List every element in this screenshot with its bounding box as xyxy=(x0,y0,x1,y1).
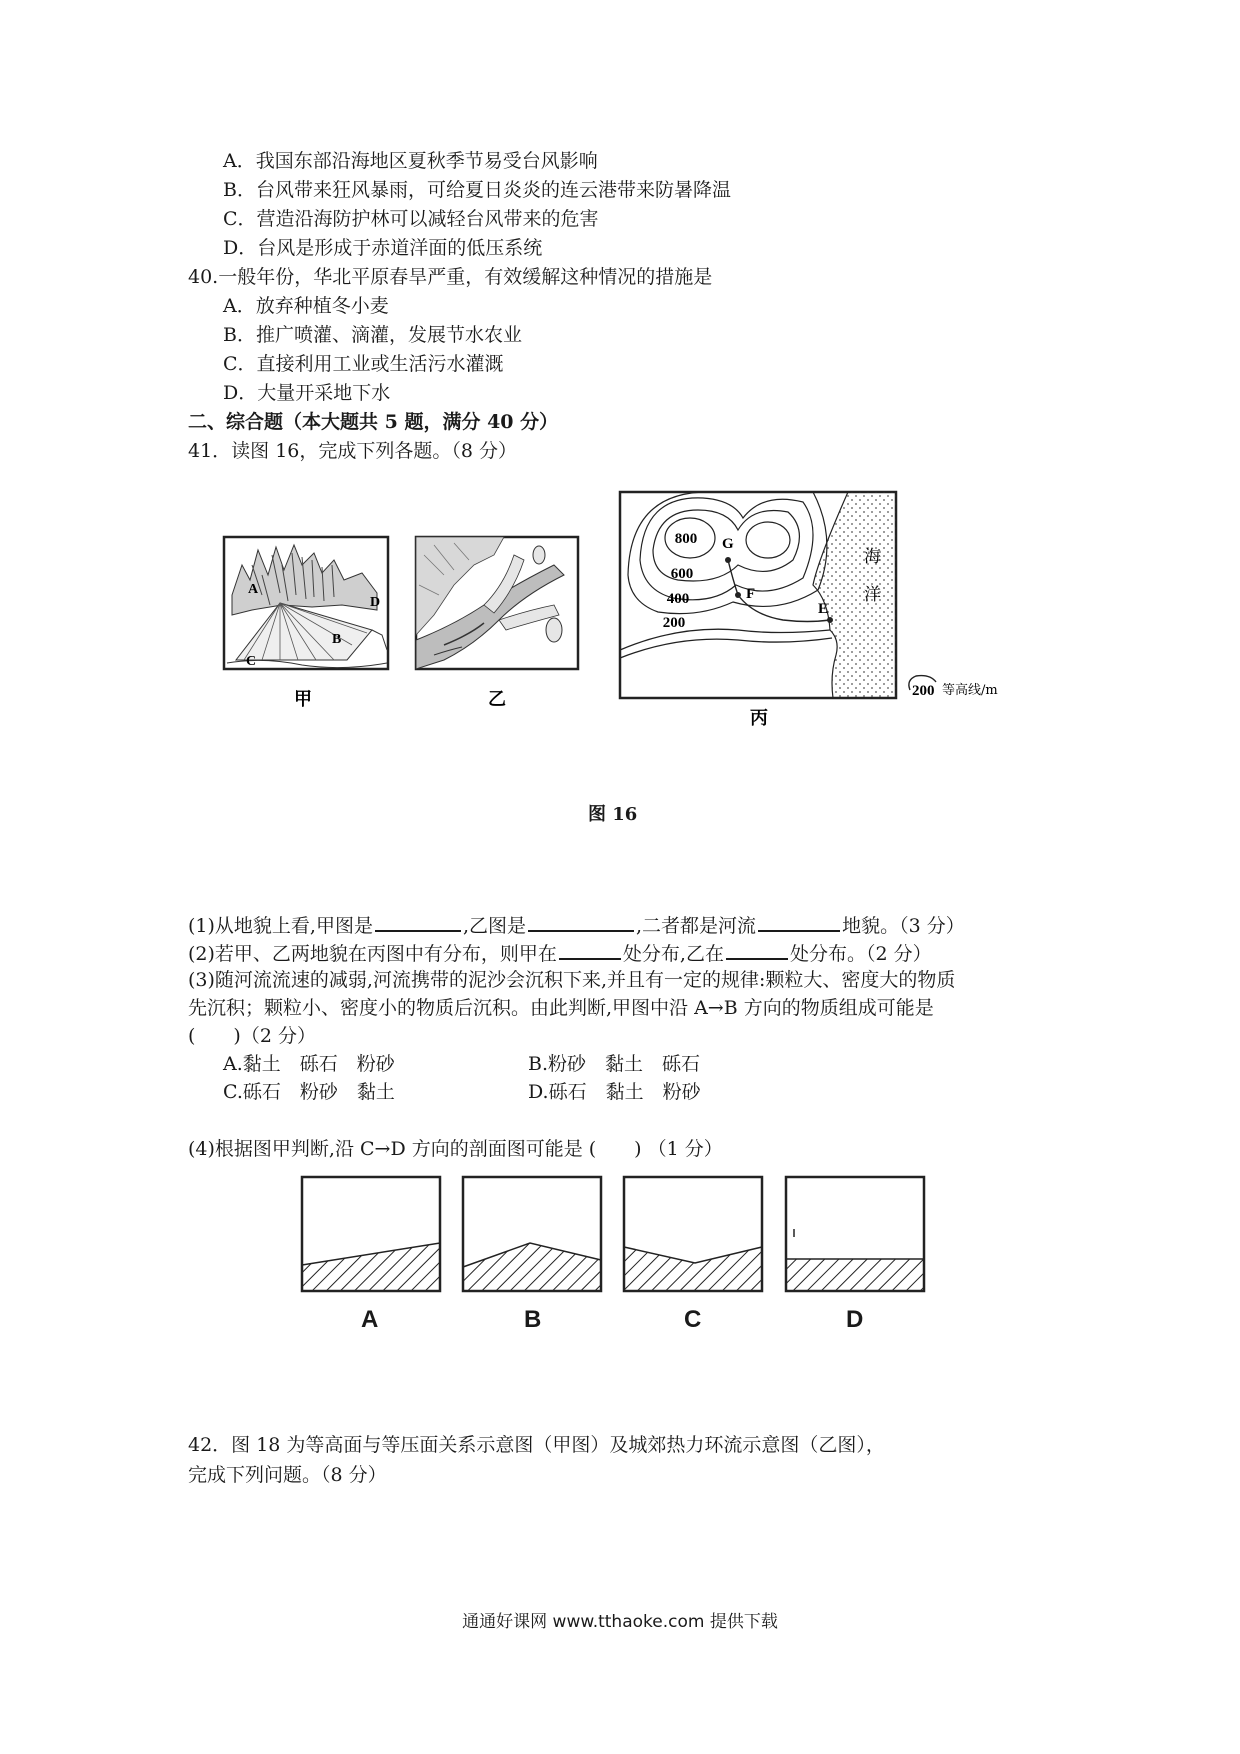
jia-point-c: C xyxy=(246,654,257,669)
q42-line1: 42．图 18 为等高面与等压面关系示意图（甲图）及城郊热力环流示意图（乙图）， xyxy=(188,1434,885,1456)
contour-800: 800 xyxy=(674,531,698,547)
answer-blank-5[interactable] xyxy=(726,940,788,960)
q41-part3-option-a: A.黏土 砾石 粉砂 xyxy=(223,1053,395,1075)
q42-line2: 完成下列问题。（8 分） xyxy=(188,1464,387,1486)
q41-part3-line3: ( )（2 分） xyxy=(188,1025,316,1047)
profile-label-b: B xyxy=(524,1306,542,1333)
q41-part1 xyxy=(188,912,965,939)
jia-point-d: D xyxy=(370,595,381,610)
figure-jia xyxy=(222,535,392,713)
q41-part3-line2: 先沉积；颗粒小、密度小的物质后沉积。由此判断,甲图中沿 A→B 方向的物质组成可能是 xyxy=(188,997,934,1019)
q41-stem: 41．读图 16，完成下列各题。（8 分） xyxy=(188,440,518,462)
figure-yi xyxy=(414,535,584,713)
q40-option-b: B．推广喷灌、滴灌，发展节水农业 xyxy=(223,324,522,346)
q41-part3-option-c: C.砾石 粉砂 黏土 xyxy=(223,1081,395,1103)
figure-caption: 图 16 xyxy=(588,804,638,825)
legend-text: 等高线/m xyxy=(942,683,998,698)
contour-400: 400 xyxy=(666,591,690,607)
q41-part3-option-b: B.粉砂 黏土 砾石 xyxy=(528,1053,701,1075)
q39-option-d: D．台风是形成于赤道洋面的低压系统 xyxy=(223,237,543,259)
profile-label-c: C xyxy=(684,1306,702,1333)
q41-part2-text-a: (2)若甲、乙两地貌在丙图中有分布，则甲在 xyxy=(188,943,557,965)
q41-part1-text-d: 地貌。（3 分） xyxy=(842,915,965,937)
q41-part1-text-b: ,乙图是 xyxy=(462,915,527,937)
answer-blank-4[interactable] xyxy=(559,940,621,960)
q40-option-d: D．大量开采地下水 xyxy=(223,382,391,404)
figure-bing xyxy=(618,490,1038,730)
profile-label-a: A xyxy=(361,1306,379,1333)
q40-option-c: C．直接利用工业或生活污水灌溉 xyxy=(223,353,504,375)
bing-point-e: E xyxy=(818,601,829,617)
q39-option-a: A．我国东部沿海地区夏秋季节易受台风影响 xyxy=(223,150,598,172)
q40-stem: 40.一般年份，华北平原春旱严重，有效缓解这种情况的措施是 xyxy=(188,266,713,288)
q39-option-c: C．营造沿海防护林可以减轻台风带来的危害 xyxy=(223,208,599,230)
section-heading: 二、综合题（本大题共 5 题，满分 40 分） xyxy=(188,411,559,433)
profile-a xyxy=(302,1177,440,1291)
jia-point-a: A xyxy=(248,582,259,597)
profile-c xyxy=(624,1177,762,1291)
profile-d xyxy=(786,1177,924,1291)
footer-text: 通通好课网 www.tthaoke.com 提供下载 xyxy=(462,1612,778,1632)
q41-part1-text-a: (1)从地貌上看,甲图是 xyxy=(188,915,373,937)
bing-point-g: G xyxy=(722,536,734,552)
legend-value: 200 xyxy=(912,683,935,699)
q41-part4: (4)根据图甲判断,沿 C→D 方向的剖面图可能是 ( ) （1 分） xyxy=(188,1138,723,1160)
yi-label: 乙 xyxy=(488,689,506,710)
bing-point-f: F xyxy=(746,586,756,602)
sea-label-2: 洋 xyxy=(864,585,881,605)
sea-label-1: 海 xyxy=(864,547,881,567)
q41-part2 xyxy=(188,940,932,967)
profile-b xyxy=(463,1177,601,1291)
profile-label-d: D xyxy=(846,1306,864,1333)
q41-part3-option-d: D.砾石 黏土 粉砂 xyxy=(528,1081,701,1103)
q40-option-a: A．放弃种植冬小麦 xyxy=(223,295,389,317)
contour-600: 600 xyxy=(670,566,694,582)
profile-diagrams xyxy=(300,1175,940,1295)
contour-200: 200 xyxy=(662,615,686,631)
jia-label: 甲 xyxy=(294,689,312,710)
q41-part2-text-b: 处分布,乙在 xyxy=(622,943,724,965)
q41-part2-text-c: 处分布。（2 分） xyxy=(789,943,932,965)
q41-part1-text-c: ,二者都是河流 xyxy=(636,915,757,937)
answer-blank-3[interactable] xyxy=(758,912,840,932)
answer-blank-1[interactable] xyxy=(375,912,461,932)
q39-option-b: B．台风带来狂风暴雨，可给夏日炎炎的连云港带来防暑降温 xyxy=(223,179,731,201)
answer-blank-2[interactable] xyxy=(528,912,634,932)
bing-label: 丙 xyxy=(750,708,768,729)
q41-part3-line1: (3)随河流流速的减弱,河流携带的泥沙会沉积下来,并且有一定的规律:颗粒大、密度大的物质 xyxy=(188,969,956,991)
jia-point-b: B xyxy=(332,632,342,647)
